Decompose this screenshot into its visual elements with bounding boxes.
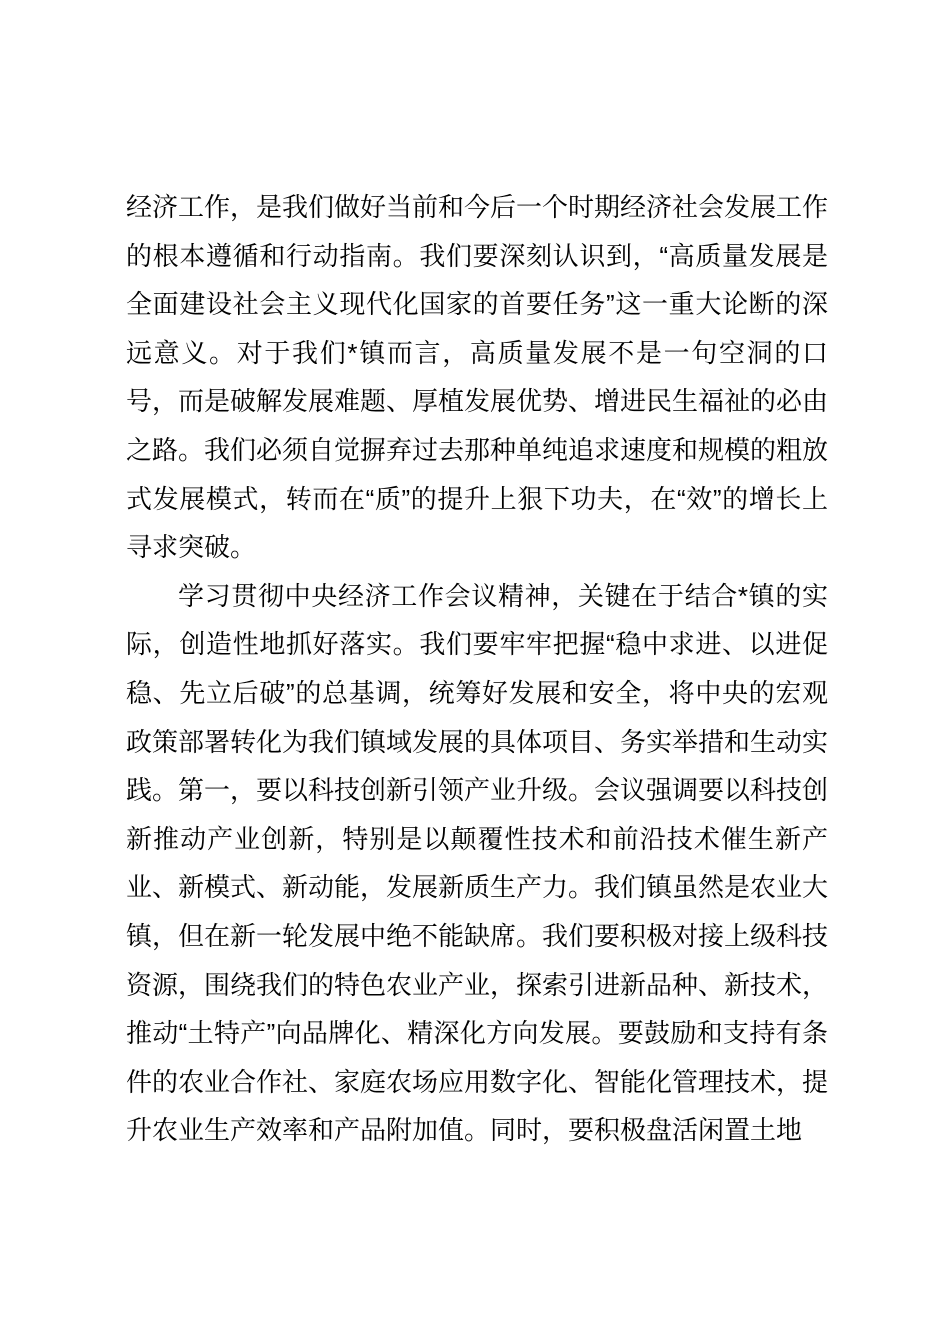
document-text-block — [126, 183, 828, 1155]
paragraph-body: 学习贯彻中央经济工作会议精神，关键在于结合*镇的实际，创造性地抓好落实。我们要牢牢把握“稳中求进、以进促稳、先立后破”的总基调，统筹好发展和安全，将中央的宏观政策部署转化为我们镇域发展的具体项目、务实举措和生动实践。第一，要以科技创新引领产业升级。会议强调要以科技创新推动产业创新，特别是以颠覆性技术和前沿技术催生新产业、新模式、新动能，发展新质生产力。我们镇虽然是农业大镇，但在新一轮发展中绝不能缺席。我们要积极对接上级科技资源，围绕我们的特色农业产业，探索引进新品种、新技术，推动“土特产”向品牌化、精深化方向发展。要鼓励和支持有条件的农业合作社、家庭农场应用数字化、智能化管理技术，提升农业生产效率和产品附加值。同时，要积极盘活闲置土地 — [126, 580, 829, 1146]
paragraph-continuation: 经济工作，是我们做好当前和今后一个时期经济社会发展工作的根本遵循和行动指南。我们要深刻认识到，“高质量发展是全面建设社会主义现代化国家的首要任务”这一重大论断的深远意义。对于我们*镇而言，高质量发展不是一句空洞的口号，而是破解发展难题、厚植发展优势、增进民生福祉的必由之路。我们必须自觉摒弃过去那种单纯追求速度和规模的粗放式发展模式，转而在“质”的提升上狠下功夫，在“效”的增长上寻求突破。 — [126, 192, 829, 563]
